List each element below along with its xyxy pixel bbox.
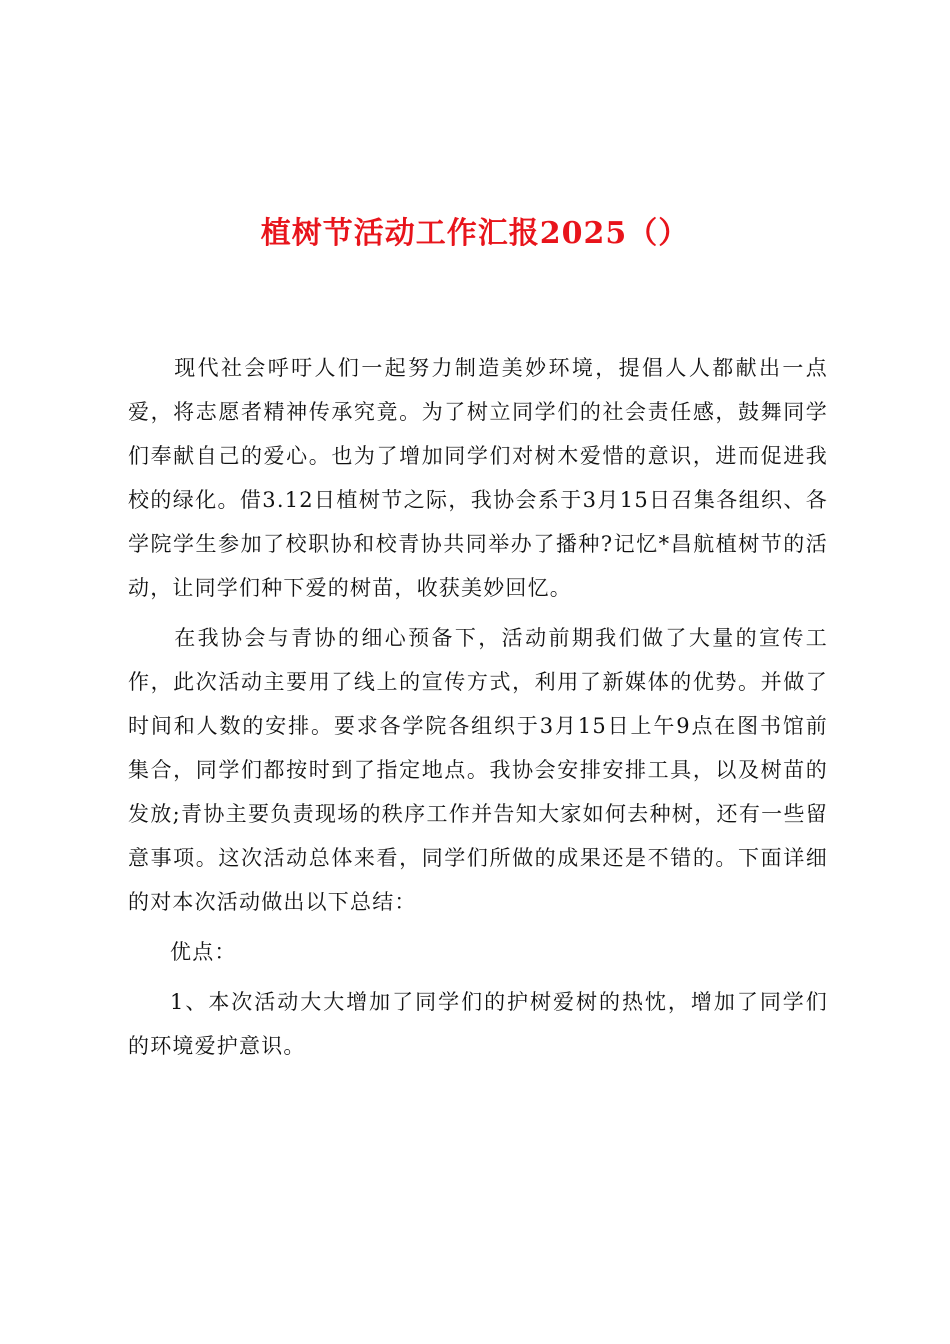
document-title: 植树节活动工作汇报2025（） [260,216,690,251]
paragraph-advantage-1: 1、本次活动大大增加了同学们的护树爱树的热忱，增加了同学们的环境爱护意识。 [128,990,828,1058]
paragraph-intro: 现代社会呼吁人们一起努力制造美妙环境，提倡人人都献出一点爱，将志愿者精神传承究竟。为了树立同学们的社会责任感，鼓舞同学们奉献自己的爱心。也为了增加同学们对树木爱惜的意识，进而促进我校的绿化。借3.12日植树节之际，我协会系于3月15日召集各组织、各学院学生参加了校职协和校青协共同举办了播种?记忆*昌航植树节的活动，让同学们种下爱的树苗，收获美妙回忆。 [128,356,828,600]
paragraph-preparation: 在我协会与青协的细心预备下，活动前期我们做了大量的宣传工作，此次活动主要用了线上的宣传方式，利用了新媒体的优势。并做了时间和人数的安排。要求各学院各组织于3月15日上午9点在图书馆前集合，同学们都按时到了指定地点。我协会安排安排工具，以及树苗的发放;青协主要负责现场的秩序工作并告知大家如何去种树，还有一些留意事项。这次活动总体来看，同学们所做的成果还是不错的。下面详细的对本次活动做出以下总结： [128,626,828,914]
paragraph-advantages-heading: 优点： [170,940,237,964]
document-body [128,346,828,1074]
